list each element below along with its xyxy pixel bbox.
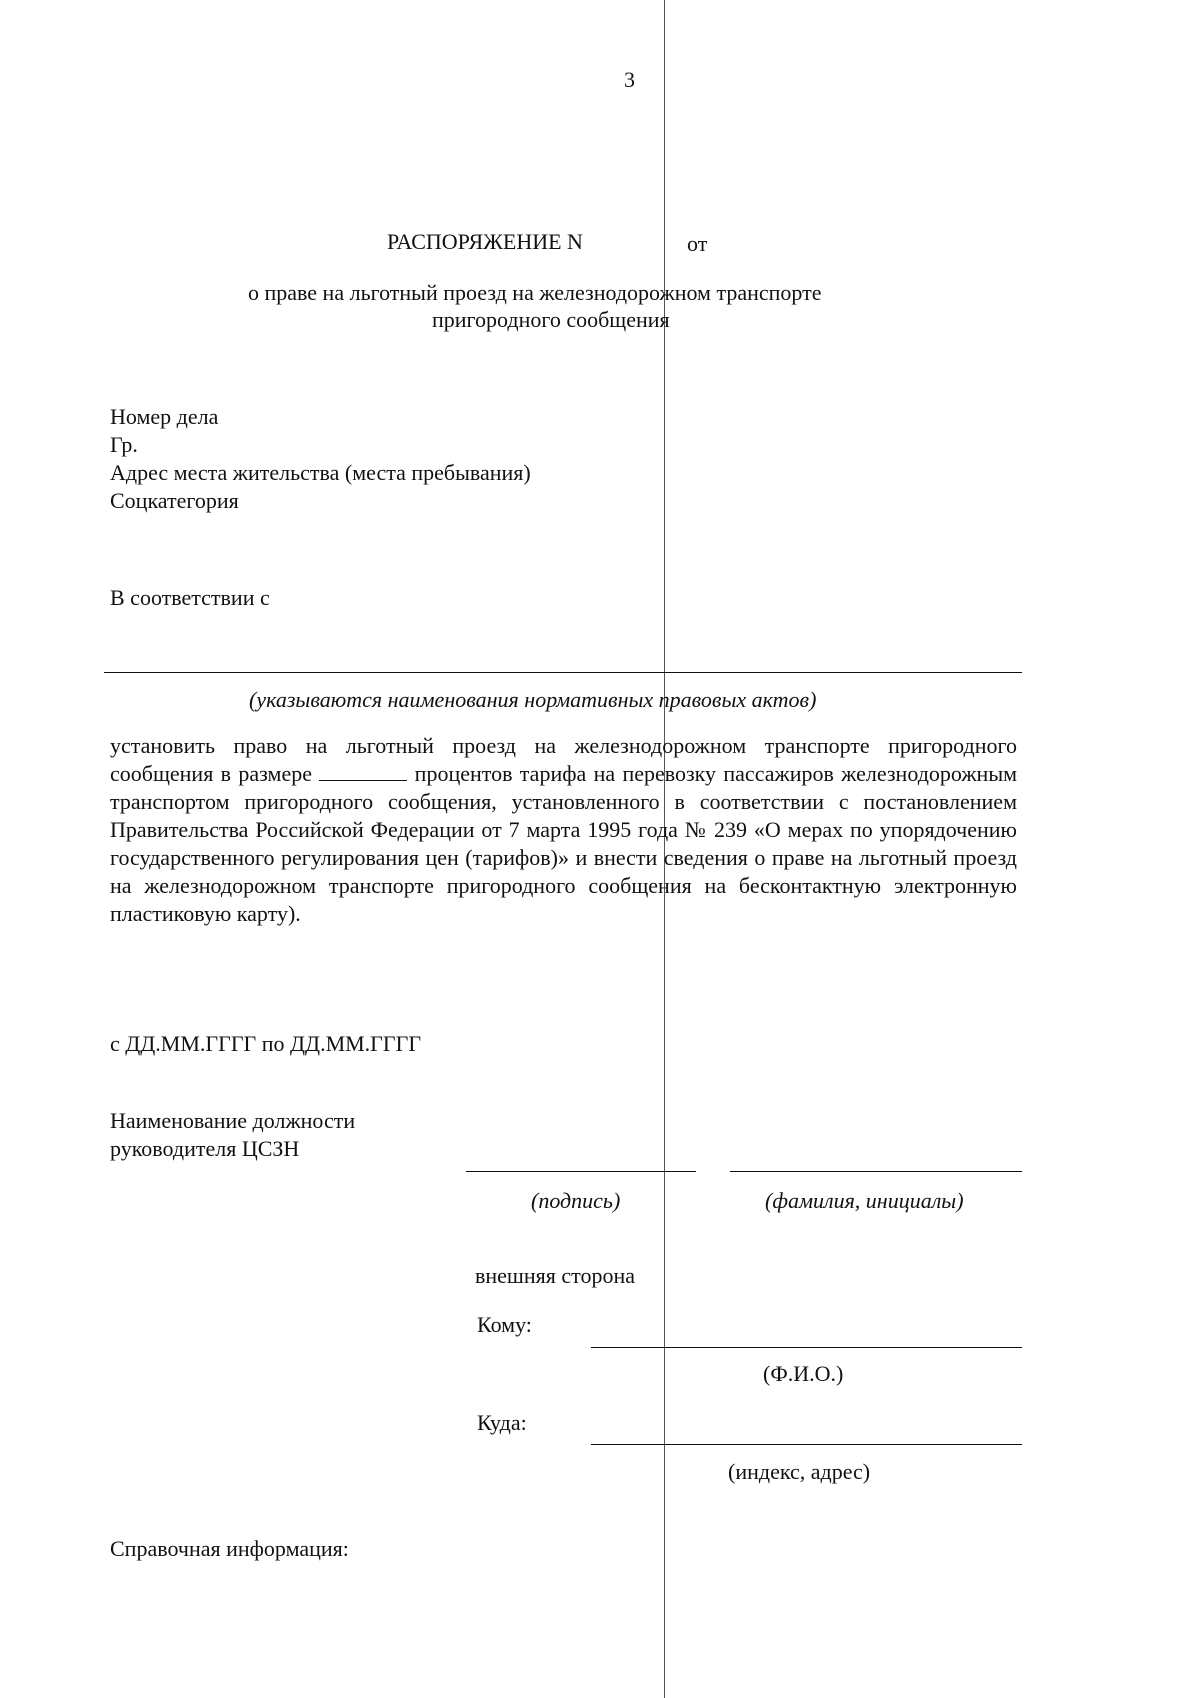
destination-caption: (индекс, адрес) [728, 1459, 871, 1484]
recipient-caption: (Ф.И.О.) [763, 1361, 844, 1386]
validity-period: с ДД.ММ.ГГГГ по ДД.ММ.ГГГГ [110, 1031, 422, 1056]
order-body-part2: процентов тарифа на перевозку пассажиров железнодорожным транспортом пригородного сообщения, установленного в соответствии с постановлением Правительства Российской Федерации от 7 марта 1995 года № 239 «О мерах по упорядочению государственного регулирования цен (тарифов)» и внести сведения о праве на льготный проезд на железнодорожном транспорте пригородного сообщения на бесконтактную электронную пластиковую карту). [110, 761, 1018, 926]
social-category-label: Соцкатегория [110, 488, 239, 513]
signatory-position-line2: руководителя ЦСЗН [110, 1136, 300, 1161]
address-label: Адрес места жительства (места пребывания) [110, 460, 531, 485]
order-body-paragraph [110, 732, 1017, 928]
reference-info-label: Справочная информация: [110, 1536, 349, 1561]
order-date-prefix: от [687, 231, 708, 256]
recipient-rule [591, 1347, 1022, 1348]
name-caption: (фамилия, инициалы) [765, 1188, 964, 1213]
envelope-heading: внешняя сторона [475, 1263, 636, 1288]
destination-rule [591, 1444, 1022, 1445]
recipient-label: Кому: [477, 1312, 532, 1337]
destination-label: Куда: [477, 1410, 527, 1435]
signature-caption: (подпись) [531, 1188, 621, 1213]
citizen-label: Гр. [110, 432, 138, 457]
accordance-label: В соответствии с [110, 585, 270, 610]
order-subtitle-line2: пригородного сообщения [432, 307, 670, 332]
name-rule [730, 1171, 1022, 1172]
order-subtitle-line1: о праве на льготный проезд на железнодорожном транспорте [248, 280, 822, 305]
case-number-label: Номер дела [110, 404, 219, 429]
percent-blank [319, 762, 407, 781]
order-body-part1: установить право на льготный проезд на железнодорожном транспорте пригородного сообщения в размере [110, 733, 1017, 786]
legal-acts-rule [104, 672, 1022, 673]
signatory-position-line1: Наименование должности [110, 1108, 356, 1133]
order-title: РАСПОРЯЖЕНИЕ N [387, 229, 583, 254]
signature-rule [466, 1171, 696, 1172]
legal-acts-caption: (указываются наименования нормативных правовых актов) [249, 687, 817, 712]
page-number: 3 [624, 67, 635, 92]
